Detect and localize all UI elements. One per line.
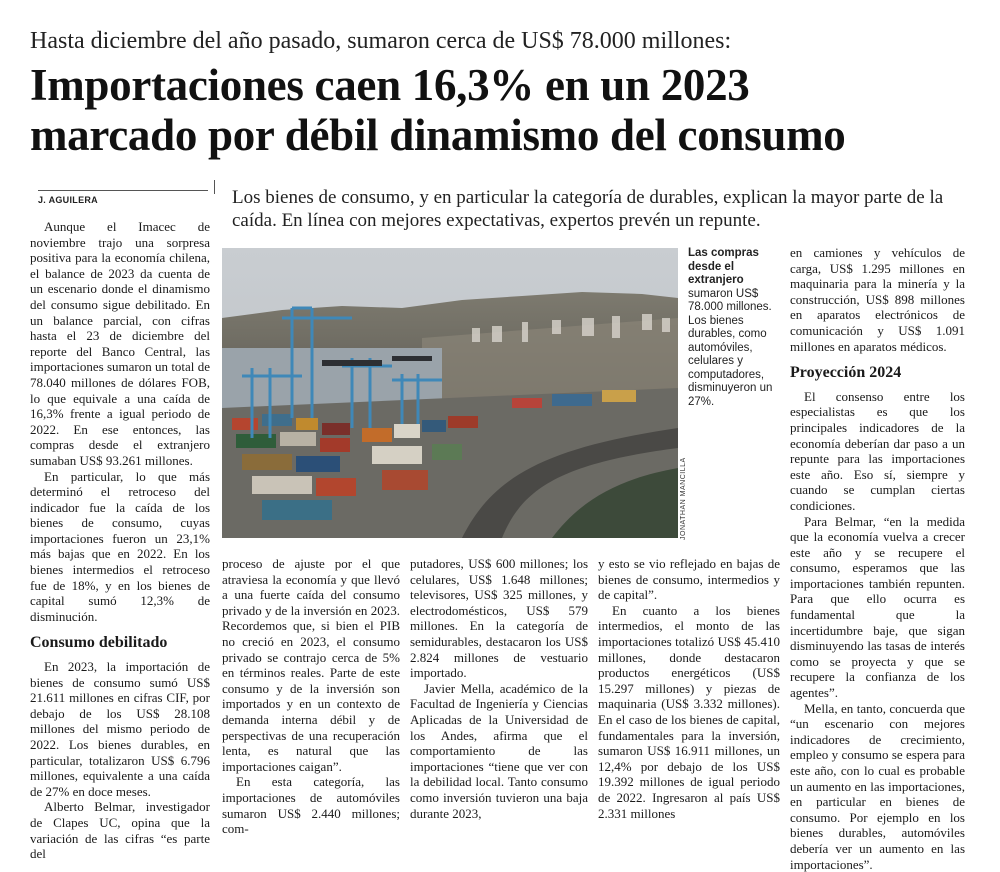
port-photo-illustration (222, 248, 678, 538)
byline-rule (38, 190, 208, 191)
paragraph: proceso de ajuste por el que atraviesa la economía y que llevó a una fuerte caída del consumo privado y de la inversión en 2023. Recordemos que, si bien el PIB no creció en 2023, el consumo privado se contrajo cerca de 5% en términos reales. Parte de este consumo y de la inversión son importados y en un contexto de demanda interna débil y de perspectivas de una recuperación lenta, es natural que las importaciones caigan”. (222, 556, 400, 774)
paragraph: En particular, lo que más determinó el retroceso del indicador fue la caída de los bienes de consumo, cuyas importaciones fueron un 23,1% más bajas que en 2022. En los bienes intermedios el retroceso fue de 18%, y en los bienes de capital sumó 12,3% de disminución. (30, 468, 210, 624)
photo-caption (688, 247, 783, 409)
caption-text: sumaron US$ 78.000 millones. Los bienes durables, como automóviles, celulares y computadores, disminuyeron un 27%. (688, 287, 773, 408)
column-1 (30, 219, 210, 862)
paragraph: El consenso entre los especialistas es que los principales indicadores de la economía deberían dar paso a un repunte para las importaciones este año. Eso sí, siempre y cuando se cumplan ciertas condiciones. (790, 388, 965, 513)
article-deck: Los bienes de consumo, y en particular la categoría de durables, explican la mayor parte de la caída. En línea con mejores expectativas, expertos prevén un repunte. (232, 187, 944, 231)
paragraph: Javier Mella, académico de la Facultad de Ingeniería y Ciencias Aplicadas de la Universidad de los Andes, afirma que el comportamiento de las importaciones “tiene que ver con la debilidad local. Tanto consumo como inversión tuvieron una baja durante 2023, (410, 680, 588, 821)
article-headline (30, 60, 980, 160)
paragraph: putadores, US$ 600 millones; los celulares, US$ 1.648 millones; televisores, US$ 325 millones, y electrodomésticos, US$ 579 millones. En la categoría de semidurables, destacaron los US$ 2.824 millones de vestuario importado. (410, 556, 588, 681)
article-kicker: Hasta diciembre del año pasado, sumaron cerca de US$ 78.000 millones: (30, 28, 732, 54)
subhead-proyeccion: Proyección 2024 (790, 364, 902, 382)
paragraph: Para Belmar, “en la medida que la economía vuelva a crecer este año y se recupere el consumo, esperamos que las importaciones también repunten. Para que ello ocurra es fundamental que la incertidumbre baje, que sigan disminuyendo las tasas de interés como se proyecta y que se recupere la confianza de los agentes”. (790, 513, 965, 701)
headline-line-1: Importaciones caen 16,3% en un 2023 (30, 60, 750, 110)
deck-divider (214, 180, 215, 194)
paragraph: en camiones y vehículos de carga, US$ 1.295 millones en maquinaria para la minería y la construcción, US$ 898 millones en aparatos electrónicos de comunicación y US$ 1.091 millones en aparatos médicos. (790, 245, 965, 354)
column-4 (790, 245, 965, 872)
headline-line-2: marcado por débil dinamismo del consumo (30, 110, 846, 160)
paragraph: En 2023, la importación de bienes de consumo sumó US$ 21.611 millones en cifras CIF, por debajo de los US$ 28.108 millones del mismo periodo de 2022. Los bienes durables, en particular, totalizaron US$ 6.796 millones, equivalente a una caída de 27% en doce meses. (30, 659, 210, 799)
subhead-consumo: Consumo debilitado (30, 634, 168, 652)
caption-title: Las compras desde el extranjero (688, 247, 759, 286)
column-2 (222, 556, 400, 837)
photo-credit: JONATHAN MANCILLA (680, 457, 687, 540)
paragraph: Aunque el Imacec de noviembre trajo una sorpresa positiva para la economía chilena, el balance de 2023 da cuenta de un escenario donde el dinamismo del consumo sigue debilitado. En un balance parcial, con cifras hasta el 23 de diciembre del reporte del Banco Central, las importaciones sumaron un total de 78.040 millones de dólares FOB, lo que equivale a una caída de 16,3% frente a igual periodo de 2022. En ese entonces, las compras desde el extranjero sumaban US$ 93.261 millones. (30, 219, 210, 468)
paragraph: Alberto Belmar, investigador de Clapes UC, opina que la variación de las cifras “es parte del (30, 799, 210, 862)
paragraph: Mella, en tanto, concuerda que “un escenario con mejores indicadores de crecimiento, empleo y consumo se espera para este año, con lo cual es probable un aumento en las importaciones, en particular en bienes de consumo. Por ejemplo en los bienes durables, automóviles debería ver un aumento en las importaciones”. (790, 700, 965, 872)
column-3b (598, 556, 780, 821)
column-3 (410, 556, 588, 821)
port-photo (222, 248, 678, 538)
paragraph: En cuanto a los bienes intermedios, el monto de las importaciones totalizó US$ 45.410 millones, donde destacaron productos energéticos (US$ 15.297 millones) y piezas de maquinaria (US$ 3.332 millones). En el caso de los bienes de capital, fundamentales para la inversión, sumaron US$ 16.911 millones, un 12,4% por debajo de los US$ 19.392 millones de igual periodo de 2022. Ingresaron al país US$ 2.331 millones (598, 602, 780, 821)
paragraph: En esta categoría, las importaciones de automóviles sumaron US$ 2.440 millones; com- (222, 774, 400, 837)
byline: J. AGUILERA (38, 195, 98, 205)
paragraph: y esto se vio reflejado en bajas de bienes de consumo, intermedios y de capital”. (598, 556, 780, 603)
